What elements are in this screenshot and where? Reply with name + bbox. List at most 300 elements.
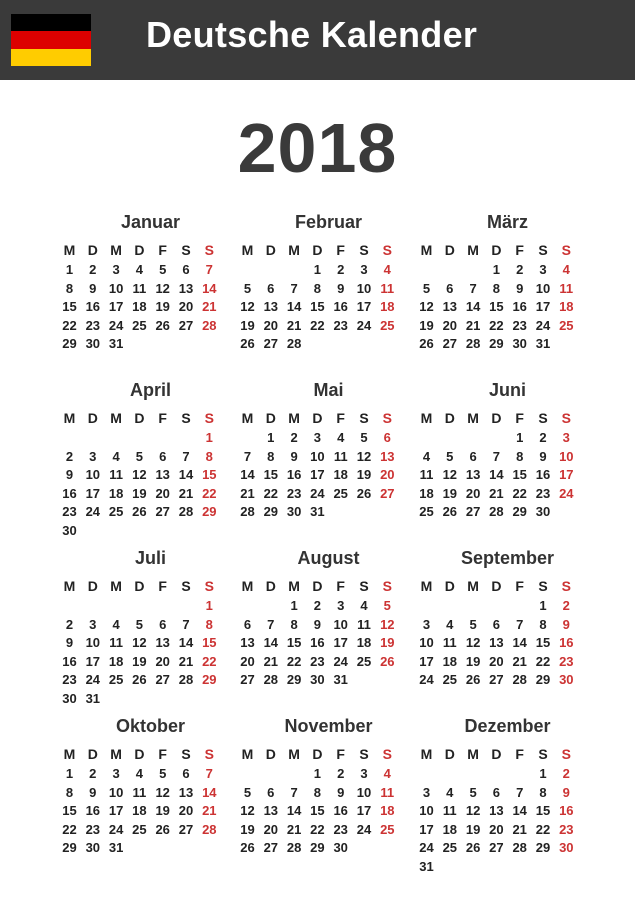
day-cell: 14 bbox=[263, 635, 279, 651]
day-cell: 21 bbox=[512, 821, 527, 837]
weekday-label: M bbox=[241, 578, 254, 594]
weekday-label: M bbox=[241, 242, 254, 258]
day-cell: 23 bbox=[333, 821, 348, 837]
weekday-label: S bbox=[561, 578, 571, 594]
day-cell: 15 bbox=[535, 803, 551, 819]
day-cell: 3 bbox=[360, 766, 368, 781]
weekday-label: S bbox=[382, 578, 392, 594]
day-cell: 4 bbox=[562, 262, 570, 277]
day-cell: 25 bbox=[108, 504, 124, 520]
day-cell: 7 bbox=[290, 784, 298, 800]
day-cell: 23 bbox=[85, 317, 101, 333]
day-cell: 25 bbox=[132, 821, 147, 837]
day-cell: 9 bbox=[539, 448, 547, 464]
month-name: September bbox=[460, 548, 555, 568]
day-cell: 13 bbox=[240, 635, 255, 651]
day-cell: 27 bbox=[178, 821, 194, 837]
day-cell: 9 bbox=[89, 784, 97, 800]
day-cell: 12 bbox=[132, 467, 147, 483]
day-cell: 6 bbox=[243, 616, 252, 632]
month-2 bbox=[236, 212, 421, 372]
day-cell: 19 bbox=[240, 317, 255, 333]
day-cell: 16 bbox=[559, 635, 574, 651]
day-cell: 21 bbox=[489, 485, 504, 501]
weekday-label: D bbox=[87, 746, 98, 762]
day-cell: 2 bbox=[89, 262, 97, 277]
day-cell: 10 bbox=[419, 635, 434, 651]
day-cell: 9 bbox=[290, 448, 298, 464]
day-cell: 10 bbox=[85, 635, 101, 651]
day-cell: 16 bbox=[559, 803, 574, 819]
day-cell: 6 bbox=[159, 616, 167, 632]
weekday-label: D bbox=[312, 242, 323, 258]
day-cell: 28 bbox=[489, 504, 504, 520]
day-cell: 19 bbox=[240, 821, 255, 837]
day-cell: 5 bbox=[243, 280, 252, 296]
weekday-label: M bbox=[241, 746, 254, 762]
day-cell: 24 bbox=[85, 504, 101, 520]
day-cell: 30 bbox=[535, 504, 551, 520]
day-cell: 26 bbox=[419, 336, 434, 352]
weekday-label: S bbox=[561, 746, 571, 762]
day-cell: 4 bbox=[446, 784, 454, 800]
day-cell: 16 bbox=[310, 635, 325, 651]
day-cell: 7 bbox=[267, 616, 275, 632]
day-cell: 12 bbox=[380, 616, 395, 632]
weekday-label: F bbox=[336, 242, 345, 258]
day-cell: 10 bbox=[356, 784, 372, 800]
day-cell: 5 bbox=[159, 766, 167, 781]
day-cell: 17 bbox=[310, 467, 325, 483]
day-cell: 20 bbox=[442, 317, 458, 333]
day-cell: 5 bbox=[469, 784, 477, 800]
weekday-label: S bbox=[382, 242, 392, 258]
day-cell: 11 bbox=[380, 280, 395, 296]
day-cell: 19 bbox=[132, 485, 147, 501]
day-cell: 16 bbox=[62, 653, 77, 669]
weekday-label: S bbox=[382, 746, 392, 762]
day-cell: 18 bbox=[108, 485, 124, 501]
day-cell: 26 bbox=[465, 840, 481, 856]
day-cell: 6 bbox=[469, 448, 477, 464]
day-cell: 12 bbox=[419, 299, 434, 315]
day-cell: 8 bbox=[65, 280, 74, 296]
day-cell: 13 bbox=[155, 467, 170, 483]
day-cell: 15 bbox=[310, 803, 325, 819]
weekday-label: M bbox=[63, 242, 76, 258]
weekday-label: M bbox=[63, 578, 76, 594]
day-cell: 28 bbox=[178, 672, 194, 688]
day-cell: 17 bbox=[333, 635, 348, 651]
day-cell: 26 bbox=[380, 653, 395, 669]
day-cell: 1 bbox=[539, 766, 547, 781]
weekday-label: M bbox=[467, 746, 479, 762]
month-9 bbox=[415, 548, 600, 708]
day-cell: 20 bbox=[155, 653, 170, 669]
day-cell: 22 bbox=[263, 485, 279, 501]
day-cell: 10 bbox=[85, 467, 101, 483]
day-cell: 9 bbox=[516, 280, 524, 296]
day-cell: 30 bbox=[62, 691, 77, 706]
day-cell: 11 bbox=[333, 448, 348, 464]
day-cell: 8 bbox=[516, 448, 524, 464]
day-cell: 10 bbox=[535, 280, 551, 296]
weekday-label: F bbox=[336, 410, 345, 426]
weekday-label: M bbox=[110, 746, 122, 762]
day-cell: 8 bbox=[205, 616, 213, 632]
day-cell: 6 bbox=[383, 430, 391, 445]
day-cell: 2 bbox=[65, 616, 74, 632]
day-cell: 17 bbox=[559, 467, 574, 483]
day-cell: 24 bbox=[85, 672, 101, 688]
weekday-label: S bbox=[181, 410, 191, 426]
day-cell: 22 bbox=[535, 653, 551, 669]
day-cell: 23 bbox=[85, 821, 101, 837]
day-cell: 1 bbox=[290, 598, 298, 613]
day-cell: 2 bbox=[539, 430, 547, 445]
weekday-label: D bbox=[265, 410, 276, 426]
day-cell: 8 bbox=[313, 784, 321, 800]
day-cell: 9 bbox=[65, 635, 74, 651]
day-cell: 15 bbox=[62, 299, 77, 315]
day-cell: 21 bbox=[512, 653, 527, 669]
day-cell: 25 bbox=[356, 653, 372, 669]
day-cell: 30 bbox=[62, 523, 77, 538]
day-cell: 25 bbox=[442, 840, 458, 856]
weekday-label: M bbox=[288, 578, 300, 594]
day-cell: 22 bbox=[310, 821, 325, 837]
day-cell: 20 bbox=[489, 821, 504, 837]
weekday-label: M bbox=[63, 746, 76, 762]
day-cell: 19 bbox=[380, 635, 395, 651]
day-cell: 10 bbox=[356, 280, 372, 296]
day-cell: 28 bbox=[263, 672, 279, 688]
day-cell: 27 bbox=[155, 504, 170, 520]
day-cell: 15 bbox=[535, 635, 551, 651]
weekday-label: F bbox=[158, 410, 167, 426]
day-cell: 9 bbox=[65, 467, 74, 483]
day-cell: 2 bbox=[290, 430, 298, 445]
day-cell: 24 bbox=[333, 653, 348, 669]
day-cell: 27 bbox=[155, 672, 170, 688]
day-cell: 6 bbox=[267, 280, 275, 296]
day-cell: 8 bbox=[267, 448, 275, 464]
day-cell: 22 bbox=[489, 317, 504, 333]
day-cell: 25 bbox=[442, 672, 458, 688]
day-cell: 15 bbox=[202, 467, 217, 483]
day-cell: 3 bbox=[89, 616, 97, 632]
day-cell: 23 bbox=[62, 504, 77, 520]
germany-flag-icon bbox=[11, 14, 91, 66]
day-cell: 31 bbox=[333, 672, 348, 688]
day-cell: 23 bbox=[559, 653, 574, 669]
day-cell: 24 bbox=[535, 317, 551, 333]
day-cell: 6 bbox=[492, 784, 500, 800]
month-7 bbox=[58, 548, 243, 708]
day-cell: 20 bbox=[263, 821, 279, 837]
day-cell: 2 bbox=[65, 448, 74, 464]
day-cell: 6 bbox=[267, 784, 275, 800]
day-cell: 10 bbox=[419, 803, 434, 819]
day-cell: 28 bbox=[286, 840, 302, 856]
day-cell: 26 bbox=[132, 504, 147, 520]
day-cell: 26 bbox=[240, 840, 255, 856]
day-cell: 12 bbox=[155, 784, 170, 800]
day-cell: 11 bbox=[132, 784, 147, 800]
day-cell: 14 bbox=[178, 467, 194, 483]
weekday-label: D bbox=[491, 578, 502, 594]
month-name: August bbox=[297, 548, 360, 568]
day-cell: 30 bbox=[310, 672, 325, 688]
day-cell: 3 bbox=[562, 430, 570, 445]
day-cell: 27 bbox=[263, 336, 279, 352]
weekday-label: M bbox=[241, 410, 254, 426]
day-cell: 18 bbox=[380, 803, 395, 819]
day-cell: 30 bbox=[559, 840, 574, 856]
day-cell: 3 bbox=[112, 766, 120, 781]
day-cell: 17 bbox=[85, 653, 101, 669]
day-cell: 18 bbox=[559, 299, 574, 315]
day-cell: 23 bbox=[333, 317, 348, 333]
day-cell: 26 bbox=[442, 504, 458, 520]
day-cell: 21 bbox=[202, 803, 217, 819]
day-cell: 10 bbox=[108, 280, 124, 296]
day-cell: 14 bbox=[240, 467, 255, 483]
day-cell: 4 bbox=[383, 766, 391, 781]
month-6 bbox=[415, 380, 600, 540]
weekday-label: D bbox=[134, 410, 145, 426]
day-cell: 15 bbox=[286, 635, 302, 651]
month-10 bbox=[58, 716, 243, 876]
day-cell: 25 bbox=[380, 821, 395, 837]
day-cell: 7 bbox=[205, 766, 213, 781]
day-cell: 31 bbox=[108, 840, 124, 856]
weekday-label: M bbox=[420, 746, 433, 762]
day-cell: 2 bbox=[562, 766, 570, 781]
day-cell: 3 bbox=[89, 448, 97, 464]
day-cell: 28 bbox=[465, 336, 481, 352]
day-cell: 18 bbox=[132, 803, 147, 819]
day-cell: 2 bbox=[313, 598, 321, 613]
weekday-label: D bbox=[265, 746, 276, 762]
day-cell: 5 bbox=[422, 280, 431, 296]
day-cell: 3 bbox=[337, 598, 345, 613]
day-cell: 11 bbox=[380, 784, 395, 800]
day-cell: 29 bbox=[62, 336, 77, 352]
weekday-label: S bbox=[359, 410, 369, 426]
day-cell: 1 bbox=[539, 598, 547, 613]
weekday-label: D bbox=[444, 410, 455, 426]
day-cell: 4 bbox=[446, 616, 454, 632]
day-cell: 14 bbox=[286, 803, 302, 819]
day-cell: 19 bbox=[356, 467, 372, 483]
day-cell: 21 bbox=[286, 821, 302, 837]
day-cell: 29 bbox=[535, 840, 551, 856]
day-cell: 5 bbox=[469, 616, 477, 632]
weekday-label: F bbox=[515, 578, 524, 594]
flag-stripe-black bbox=[11, 14, 91, 31]
day-cell: 22 bbox=[310, 317, 325, 333]
day-cell: 22 bbox=[535, 821, 551, 837]
weekday-label: D bbox=[134, 746, 145, 762]
day-cell: 27 bbox=[263, 840, 279, 856]
day-cell: 17 bbox=[419, 653, 434, 669]
day-cell: 25 bbox=[419, 504, 434, 520]
year-title: 2018 bbox=[237, 109, 398, 187]
day-cell: 3 bbox=[422, 616, 431, 632]
month-name: Januar bbox=[120, 212, 181, 232]
day-cell: 21 bbox=[263, 653, 279, 669]
month-12 bbox=[415, 716, 600, 876]
day-cell: 18 bbox=[442, 653, 458, 669]
day-cell: 15 bbox=[512, 467, 527, 483]
weekday-label: D bbox=[265, 578, 276, 594]
day-cell: 28 bbox=[178, 504, 194, 520]
day-cell: 7 bbox=[290, 280, 298, 296]
weekday-label: D bbox=[134, 242, 145, 258]
day-cell: 31 bbox=[85, 691, 101, 706]
day-cell: 16 bbox=[512, 299, 527, 315]
day-cell: 18 bbox=[108, 653, 124, 669]
month-name: Oktober bbox=[115, 716, 185, 736]
day-cell: 20 bbox=[178, 299, 194, 315]
weekday-label: D bbox=[312, 746, 323, 762]
day-cell: 8 bbox=[290, 616, 298, 632]
day-cell: 24 bbox=[419, 840, 434, 856]
weekday-label: F bbox=[515, 242, 524, 258]
weekday-label: D bbox=[87, 242, 98, 258]
day-cell: 16 bbox=[62, 485, 77, 501]
day-cell: 20 bbox=[465, 485, 481, 501]
day-cell: 29 bbox=[489, 336, 504, 352]
day-cell: 17 bbox=[108, 299, 124, 315]
day-cell: 9 bbox=[337, 280, 345, 296]
day-cell: 11 bbox=[442, 635, 457, 651]
day-cell: 18 bbox=[132, 299, 147, 315]
day-cell: 25 bbox=[333, 485, 348, 501]
day-cell: 12 bbox=[465, 635, 481, 651]
day-cell: 18 bbox=[380, 299, 395, 315]
weekday-label: M bbox=[110, 578, 122, 594]
day-cell: 16 bbox=[535, 467, 551, 483]
day-cell: 17 bbox=[108, 803, 124, 819]
month-4 bbox=[58, 380, 243, 540]
day-cell: 2 bbox=[337, 262, 345, 277]
day-cell: 28 bbox=[286, 336, 302, 352]
day-cell: 28 bbox=[202, 821, 217, 837]
day-cell: 27 bbox=[442, 336, 458, 352]
day-cell: 14 bbox=[512, 635, 527, 651]
day-cell: 1 bbox=[267, 430, 275, 445]
weekday-label: S bbox=[359, 242, 369, 258]
weekday-label: F bbox=[515, 746, 524, 762]
weekday-label: S bbox=[561, 410, 571, 426]
day-cell: 17 bbox=[356, 803, 372, 819]
day-cell: 5 bbox=[135, 616, 143, 632]
day-cell: 1 bbox=[516, 430, 524, 445]
day-cell: 29 bbox=[62, 840, 77, 856]
day-cell: 8 bbox=[313, 280, 321, 296]
day-cell: 22 bbox=[202, 653, 217, 669]
day-cell: 11 bbox=[109, 635, 123, 651]
day-cell: 16 bbox=[286, 467, 302, 483]
day-cell: 18 bbox=[419, 485, 434, 501]
day-cell: 22 bbox=[512, 485, 527, 501]
day-cell: 31 bbox=[535, 336, 551, 352]
day-cell: 28 bbox=[202, 317, 217, 333]
day-cell: 16 bbox=[85, 299, 101, 315]
weekday-label: S bbox=[204, 410, 214, 426]
day-cell: 27 bbox=[465, 504, 481, 520]
day-cell: 27 bbox=[489, 840, 504, 856]
weekday-label: S bbox=[382, 410, 392, 426]
day-cell: 12 bbox=[442, 467, 458, 483]
day-cell: 27 bbox=[240, 672, 255, 688]
day-cell: 21 bbox=[465, 317, 481, 333]
day-cell: 29 bbox=[310, 840, 325, 856]
day-cell: 5 bbox=[360, 430, 368, 445]
day-cell: 4 bbox=[360, 598, 368, 613]
day-cell: 20 bbox=[263, 317, 279, 333]
weekday-label: D bbox=[444, 746, 455, 762]
day-cell: 10 bbox=[310, 448, 325, 464]
weekday-label: D bbox=[444, 578, 455, 594]
day-cell: 28 bbox=[512, 672, 527, 688]
day-cell: 26 bbox=[132, 672, 147, 688]
month-name: Mai bbox=[313, 380, 344, 400]
day-cell: 3 bbox=[422, 784, 431, 800]
day-cell: 4 bbox=[422, 448, 431, 464]
day-cell: 14 bbox=[489, 467, 504, 483]
day-cell: 8 bbox=[492, 280, 500, 296]
day-cell: 17 bbox=[535, 299, 551, 315]
month-name: November bbox=[284, 716, 373, 736]
month-name: März bbox=[486, 212, 528, 232]
weekday-label: S bbox=[204, 242, 214, 258]
day-cell: 1 bbox=[205, 430, 213, 445]
weekday-label: S bbox=[359, 578, 369, 594]
weekday-label: D bbox=[87, 410, 98, 426]
day-cell: 7 bbox=[182, 616, 190, 632]
day-cell: 5 bbox=[243, 784, 252, 800]
weekday-label: S bbox=[538, 746, 548, 762]
weekday-label: S bbox=[204, 746, 214, 762]
day-cell: 7 bbox=[492, 448, 500, 464]
day-cell: 7 bbox=[182, 448, 190, 464]
weekday-label: M bbox=[63, 410, 76, 426]
month-name: Dezember bbox=[464, 716, 551, 736]
day-cell: 20 bbox=[155, 485, 170, 501]
day-cell: 4 bbox=[112, 448, 120, 464]
weekday-label: D bbox=[444, 242, 455, 258]
day-cell: 8 bbox=[539, 616, 547, 632]
day-cell: 6 bbox=[492, 616, 500, 632]
day-cell: 16 bbox=[333, 803, 348, 819]
day-cell: 12 bbox=[240, 803, 255, 819]
day-cell: 7 bbox=[205, 262, 213, 277]
day-cell: 19 bbox=[155, 299, 170, 315]
weekday-label: D bbox=[491, 746, 502, 762]
day-cell: 11 bbox=[419, 467, 434, 483]
day-cell: 30 bbox=[512, 336, 527, 352]
day-cell: 30 bbox=[85, 840, 101, 856]
day-cell: 26 bbox=[155, 821, 170, 837]
day-cell: 23 bbox=[559, 821, 574, 837]
day-cell: 16 bbox=[85, 803, 101, 819]
day-cell: 23 bbox=[62, 672, 77, 688]
day-cell: 24 bbox=[310, 485, 325, 501]
day-cell: 13 bbox=[380, 448, 395, 464]
